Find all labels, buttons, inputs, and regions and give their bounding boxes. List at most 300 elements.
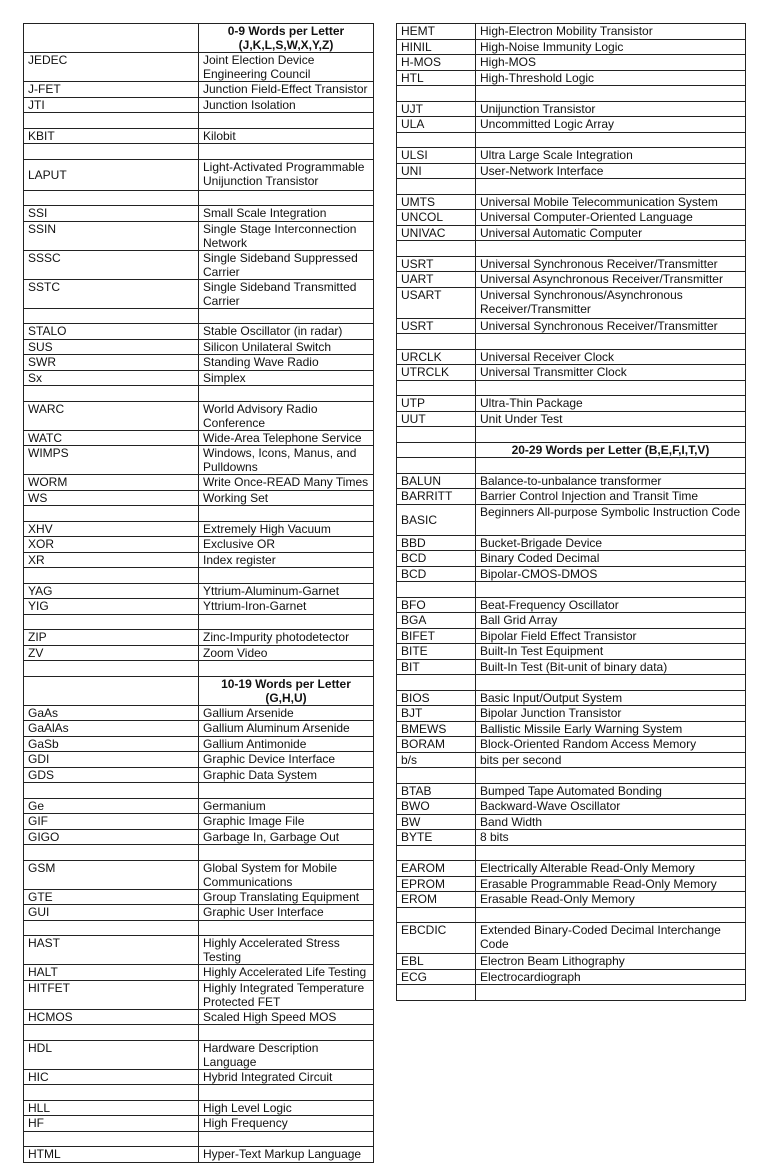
meaning-cell: Hardware Description Language — [199, 1040, 374, 1069]
blank-cell — [397, 985, 476, 1001]
meaning-cell: Bumped Tape Automated Bonding — [476, 783, 746, 799]
table-row — [24, 752, 374, 768]
table-row — [24, 814, 374, 830]
table-row — [397, 830, 746, 846]
meaning-cell: Balance-to-unbalance transformer — [476, 473, 746, 489]
meaning-cell: World Advisory Radio Conference — [199, 401, 374, 430]
meaning-cell: User-Network Interface — [476, 163, 746, 179]
table-row — [397, 969, 746, 985]
blank-cell — [24, 920, 199, 936]
table-row — [397, 349, 746, 365]
table-row — [24, 889, 374, 905]
meaning-cell: Built-In Test (Bit-unit of binary data) — [476, 659, 746, 675]
acronym-cell: LAPUT — [24, 159, 199, 190]
blank-cell — [397, 582, 476, 598]
meaning-cell: Ultra Large Scale Integration — [476, 148, 746, 164]
table-row — [397, 24, 746, 40]
table-row — [397, 566, 746, 582]
acronym-cell: EBCDIC — [397, 923, 476, 954]
meaning-cell: Exclusive OR — [199, 537, 374, 553]
table-row — [24, 521, 374, 537]
acronym-cell: HCMOS — [24, 1009, 199, 1025]
table-row — [24, 1069, 374, 1085]
table-row — [24, 279, 374, 308]
table-row — [24, 599, 374, 615]
meaning-cell: Extended Binary-Coded Decimal Interchange Code — [476, 923, 746, 954]
table-row — [24, 905, 374, 921]
acronym-cell: UNI — [397, 163, 476, 179]
acronym-cell: Sx — [24, 370, 199, 386]
blank-cell — [397, 132, 476, 148]
blank-cell — [476, 427, 746, 443]
table-row — [24, 1100, 374, 1116]
blank-cell — [199, 308, 374, 324]
meaning-cell: High-MOS — [476, 55, 746, 71]
meaning-cell: Erasable Programmable Read-Only Memory — [476, 876, 746, 892]
meaning-cell: Beat-Frequency Oscillator — [476, 597, 746, 613]
acronym-cell: BORAM — [397, 737, 476, 753]
acronym-cell: BIT — [397, 659, 476, 675]
meaning-cell: Universal Synchronous/Asynchronous Receiver/Transmitter — [476, 287, 746, 318]
table-row — [397, 613, 746, 629]
meaning-cell: Yttrium-Aluminum-Garnet — [199, 583, 374, 599]
meaning-cell: Universal Synchronous Receiver/Transmitter — [476, 256, 746, 272]
meaning-cell: Electrically Alterable Read-Only Memory — [476, 861, 746, 877]
acronym-cell: BCD — [397, 566, 476, 582]
acronym-cell: JEDEC — [24, 53, 199, 82]
table-row — [397, 644, 746, 660]
blank-cell — [24, 614, 199, 630]
table-row — [24, 798, 374, 814]
blank-row — [24, 386, 374, 402]
meaning-cell: Germanium — [199, 798, 374, 814]
blank-cell — [476, 380, 746, 396]
acronym-cell: BARRITT — [397, 489, 476, 505]
meaning-cell: Junction Isolation — [199, 97, 374, 113]
meaning-cell: Silicon Unilateral Switch — [199, 339, 374, 355]
table-row — [24, 1040, 374, 1069]
acronym-cell: HF — [24, 1116, 199, 1132]
meaning-cell: Bipolar Field Effect Transistor — [476, 628, 746, 644]
table-row — [24, 128, 374, 144]
blank-cell — [476, 334, 746, 350]
table-row — [24, 767, 374, 783]
meaning-cell: Backward-Wave Oscillator — [476, 799, 746, 815]
table-row — [24, 965, 374, 981]
blank-cell — [24, 845, 199, 861]
acronym-cell: BASIC — [397, 504, 476, 535]
meaning-cell: Write Once-READ Many Times — [199, 475, 374, 491]
acronym-cell: UJT — [397, 101, 476, 117]
table-row — [24, 1147, 374, 1163]
table-row — [397, 721, 746, 737]
acronym-cell: UART — [397, 272, 476, 288]
meaning-cell: Universal Receiver Clock — [476, 349, 746, 365]
blank-cell — [397, 675, 476, 691]
acronym-cell: BWO — [397, 799, 476, 815]
table-row — [397, 101, 746, 117]
blank-cell — [397, 179, 476, 195]
table-row — [397, 861, 746, 877]
table-row — [397, 411, 746, 427]
acronym-cell: GaAs — [24, 705, 199, 721]
section-header-row — [24, 676, 374, 705]
meaning-cell: Electrocardiograph — [476, 969, 746, 985]
meaning-cell: High-Noise Immunity Logic — [476, 39, 746, 55]
acronym-cell: GTE — [24, 889, 199, 905]
acronym-cell: STALO — [24, 324, 199, 340]
blank-cell — [199, 144, 374, 160]
meaning-cell: Small Scale Integration — [199, 206, 374, 222]
acronym-cell: HIC — [24, 1069, 199, 1085]
acronym-cell: SSTC — [24, 279, 199, 308]
acronym-cell: WS — [24, 490, 199, 506]
acronym-cell: EPROM — [397, 876, 476, 892]
meaning-cell: Ballistic Missile Early Warning System — [476, 721, 746, 737]
blank-cell — [24, 661, 199, 677]
blank-cell — [397, 427, 476, 443]
table-row — [397, 799, 746, 815]
blank-cell — [24, 506, 199, 522]
meaning-cell: High-Electron Mobility Transistor — [476, 24, 746, 40]
acronym-cell: J-FET — [24, 82, 199, 98]
acronym-cell: GIGO — [24, 829, 199, 845]
blank-row — [397, 675, 746, 691]
acronym-cell: GaAlAs — [24, 721, 199, 737]
blank-cell — [199, 845, 374, 861]
meaning-cell: Standing Wave Radio — [199, 355, 374, 371]
table-row — [24, 430, 374, 446]
table-row — [24, 53, 374, 82]
meaning-cell: Simplex — [199, 370, 374, 386]
blank-cell — [199, 1025, 374, 1041]
acronym-cell: JTI — [24, 97, 199, 113]
blank-cell — [24, 1085, 199, 1101]
acronym-cell: UNIVAC — [397, 225, 476, 241]
table-row — [24, 537, 374, 553]
meaning-cell: Unit Under Test — [476, 411, 746, 427]
acronym-cell: GDI — [24, 752, 199, 768]
table-row — [24, 446, 374, 475]
meaning-cell: Global System for Mobile Communications — [199, 860, 374, 889]
blank-cell — [397, 241, 476, 257]
blank-row — [24, 1025, 374, 1041]
acronym-cell: USART — [397, 287, 476, 318]
meaning-cell: Wide-Area Telephone Service — [199, 430, 374, 446]
blank-cell — [397, 334, 476, 350]
header-blank-cell — [24, 24, 199, 53]
meaning-cell: Light-Activated Programmable Unijunction Transistor — [199, 159, 374, 190]
table-row — [24, 552, 374, 568]
table-row — [397, 272, 746, 288]
meaning-cell: Single Stage Interconnection Network — [199, 221, 374, 250]
blank-cell — [476, 845, 746, 861]
table-row — [24, 370, 374, 386]
meaning-cell: Ball Grid Array — [476, 613, 746, 629]
table-row — [397, 690, 746, 706]
section-header-row — [397, 442, 746, 458]
table-row — [24, 324, 374, 340]
blank-row — [397, 907, 746, 923]
blank-row — [397, 334, 746, 350]
acronym-cell: GSM — [24, 860, 199, 889]
blank-row — [397, 582, 746, 598]
acronym-cell: EBL — [397, 954, 476, 970]
meaning-cell: Block-Oriented Random Access Memory — [476, 737, 746, 753]
meaning-cell: 8 bits — [476, 830, 746, 846]
meaning-cell: Graphic Image File — [199, 814, 374, 830]
blank-cell — [476, 86, 746, 102]
blank-cell — [199, 568, 374, 584]
blank-cell — [24, 190, 199, 206]
meaning-cell: Working Set — [199, 490, 374, 506]
table-row — [397, 163, 746, 179]
acronym-cell: UMTS — [397, 194, 476, 210]
table-row — [397, 876, 746, 892]
meaning-cell: Stable Oscillator (in radar) — [199, 324, 374, 340]
meaning-cell: Universal Mobile Telecommunication System — [476, 194, 746, 210]
acronym-cell: Ge — [24, 798, 199, 814]
acronym-cell: WORM — [24, 475, 199, 491]
blank-cell — [24, 144, 199, 160]
meaning-cell: Hybrid Integrated Circuit — [199, 1069, 374, 1085]
meaning-cell: Windows, Icons, Manus, and Pulldowns — [199, 446, 374, 475]
left-table-body — [24, 24, 374, 1163]
acronym-cell: b/s — [397, 752, 476, 768]
meaning-cell: Universal Synchronous Receiver/Transmitter — [476, 318, 746, 334]
table-row — [24, 339, 374, 355]
meaning-cell: Gallium Arsenide — [199, 705, 374, 721]
acronym-cell: ULA — [397, 117, 476, 133]
section-header: 20-29 Words per Letter (B,E,F,I,T,V) — [476, 442, 746, 458]
acronym-cell: BMEWS — [397, 721, 476, 737]
meaning-cell: Bipolar-CMOS-DMOS — [476, 566, 746, 582]
blank-cell — [397, 86, 476, 102]
acronym-cell: BGA — [397, 613, 476, 629]
acronym-cell: BFO — [397, 597, 476, 613]
meaning-cell: Universal Automatic Computer — [476, 225, 746, 241]
acronym-cell: UTRCLK — [397, 365, 476, 381]
acronym-cell: UNCOL — [397, 210, 476, 226]
meaning-cell: Extremely High Vacuum — [199, 521, 374, 537]
meaning-cell: bits per second — [476, 752, 746, 768]
blank-row — [24, 661, 374, 677]
meaning-cell: Gallium Antimonide — [199, 736, 374, 752]
blank-row — [397, 241, 746, 257]
acronym-cell: HEMT — [397, 24, 476, 40]
table-row — [397, 117, 746, 133]
section-header: 10-19 Words per Letter (G,H,U) — [199, 676, 374, 705]
acronym-cell: HAST — [24, 936, 199, 965]
blank-cell — [199, 1131, 374, 1147]
table-row — [397, 473, 746, 489]
blank-row — [24, 506, 374, 522]
right-table-body — [397, 24, 746, 1001]
table-row — [397, 148, 746, 164]
table-row — [397, 39, 746, 55]
acronym-cell: BW — [397, 814, 476, 830]
acronym-cell: ECG — [397, 969, 476, 985]
blank-cell — [476, 582, 746, 598]
table-row — [24, 736, 374, 752]
acronym-cell: HINIL — [397, 39, 476, 55]
meaning-cell: Erasable Read-Only Memory — [476, 892, 746, 908]
meaning-cell: Zoom Video — [199, 645, 374, 661]
acronym-cell: XHV — [24, 521, 199, 537]
table-row — [397, 194, 746, 210]
blank-row — [397, 427, 746, 443]
meaning-cell: Universal Transmitter Clock — [476, 365, 746, 381]
table-row — [397, 737, 746, 753]
acronym-cell: EROM — [397, 892, 476, 908]
blank-cell — [24, 1025, 199, 1041]
blank-cell — [199, 1085, 374, 1101]
table-row — [24, 860, 374, 889]
blank-cell — [24, 113, 199, 129]
table-row — [397, 954, 746, 970]
meaning-cell: Unijunction Transistor — [476, 101, 746, 117]
blank-cell — [397, 845, 476, 861]
acronym-cell: HALT — [24, 965, 199, 981]
meaning-cell: Highly Integrated Temperature Protected FET — [199, 980, 374, 1009]
meaning-cell: Bucket-Brigade Device — [476, 535, 746, 551]
table-row — [24, 475, 374, 491]
acronym-cell: HITFET — [24, 980, 199, 1009]
meaning-cell: Electron Beam Lithography — [476, 954, 746, 970]
table-row — [24, 1009, 374, 1025]
section-header-row — [24, 24, 374, 53]
meaning-cell: High-Threshold Logic — [476, 70, 746, 86]
acronym-table-left — [23, 23, 374, 1163]
blank-row — [24, 190, 374, 206]
meaning-cell: Graphic User Interface — [199, 905, 374, 921]
table-row — [24, 401, 374, 430]
acronym-cell: GaSb — [24, 736, 199, 752]
meaning-cell: High Level Logic — [199, 1100, 374, 1116]
blank-cell — [397, 768, 476, 784]
acronym-cell: YAG — [24, 583, 199, 599]
table-row — [24, 206, 374, 222]
table-row — [24, 630, 374, 646]
blank-cell — [199, 113, 374, 129]
blank-row — [24, 845, 374, 861]
acronym-cell: SWR — [24, 355, 199, 371]
blank-cell — [199, 661, 374, 677]
blank-cell — [199, 614, 374, 630]
meaning-cell: Scaled High Speed MOS — [199, 1009, 374, 1025]
table-row — [24, 97, 374, 113]
acronym-cell: BITE — [397, 644, 476, 660]
acronym-cell: SUS — [24, 339, 199, 355]
table-row — [397, 287, 746, 318]
meaning-cell: Garbage In, Garbage Out — [199, 829, 374, 845]
table-row — [397, 535, 746, 551]
meaning-cell: Zinc-Impurity photodetector — [199, 630, 374, 646]
acronym-cell: UUT — [397, 411, 476, 427]
table-row — [24, 583, 374, 599]
acronym-cell: ULSI — [397, 148, 476, 164]
meaning-cell: High Frequency — [199, 1116, 374, 1132]
meaning-cell: Barrier Control Injection and Transit Time — [476, 489, 746, 505]
acronym-cell: GDS — [24, 767, 199, 783]
blank-cell — [476, 132, 746, 148]
table-row — [24, 1116, 374, 1132]
header-blank-cell — [24, 676, 199, 705]
blank-cell — [476, 985, 746, 1001]
acronym-cell: SSSC — [24, 250, 199, 279]
blank-cell — [24, 568, 199, 584]
table-row — [397, 210, 746, 226]
meaning-cell: Hyper-Text Markup Language — [199, 1147, 374, 1163]
table-row — [24, 705, 374, 721]
table-row — [397, 706, 746, 722]
blank-row — [24, 614, 374, 630]
table-row — [397, 365, 746, 381]
meaning-cell: Yttrium-Iron-Garnet — [199, 599, 374, 615]
table-row — [24, 721, 374, 737]
table-row — [397, 814, 746, 830]
table-row — [397, 783, 746, 799]
meaning-cell: Graphic Data System — [199, 767, 374, 783]
table-row — [397, 628, 746, 644]
blank-row — [397, 86, 746, 102]
acronym-cell: BCD — [397, 551, 476, 567]
meaning-cell: Beginners All-purpose Symbolic Instruction Code — [476, 504, 746, 535]
meaning-cell: Index register — [199, 552, 374, 568]
acronym-cell: EAROM — [397, 861, 476, 877]
blank-row — [397, 458, 746, 474]
table-row — [24, 250, 374, 279]
table-row — [397, 504, 746, 535]
table-row — [397, 551, 746, 567]
table-row — [24, 490, 374, 506]
acronym-cell: URCLK — [397, 349, 476, 365]
blank-row — [24, 783, 374, 799]
blank-row — [24, 144, 374, 160]
acronym-cell: WIMPS — [24, 446, 199, 475]
blank-cell — [476, 768, 746, 784]
meaning-cell: Group Translating Equipment — [199, 889, 374, 905]
blank-cell — [476, 907, 746, 923]
table-row — [397, 396, 746, 412]
blank-cell — [24, 386, 199, 402]
blank-row — [397, 768, 746, 784]
blank-cell — [476, 675, 746, 691]
blank-row — [397, 985, 746, 1001]
meaning-cell: Junction Field-Effect Transistor — [199, 82, 374, 98]
meaning-cell: Highly Accelerated Life Testing — [199, 965, 374, 981]
table-row — [397, 55, 746, 71]
meaning-cell: Single Sideband Transmitted Carrier — [199, 279, 374, 308]
meaning-cell: Universal Asynchronous Receiver/Transmitter — [476, 272, 746, 288]
acronym-cell: USRT — [397, 256, 476, 272]
meaning-cell: Joint Election Device Engineering Council — [199, 53, 374, 82]
blank-cell — [24, 308, 199, 324]
meaning-cell: Uncommitted Logic Array — [476, 117, 746, 133]
acronym-cell: BTAB — [397, 783, 476, 799]
blank-cell — [476, 458, 746, 474]
meaning-cell: Binary Coded Decimal — [476, 551, 746, 567]
meaning-cell: Graphic Device Interface — [199, 752, 374, 768]
table-row — [24, 82, 374, 98]
table-row — [397, 752, 746, 768]
meaning-cell: Single Sideband Suppressed Carrier — [199, 250, 374, 279]
section-header: 0-9 Words per Letter (J,K,L,S,W,X,Y,Z) — [199, 24, 374, 53]
blank-row — [24, 920, 374, 936]
blank-cell — [397, 458, 476, 474]
blank-cell — [397, 907, 476, 923]
acronym-cell: BALUN — [397, 473, 476, 489]
